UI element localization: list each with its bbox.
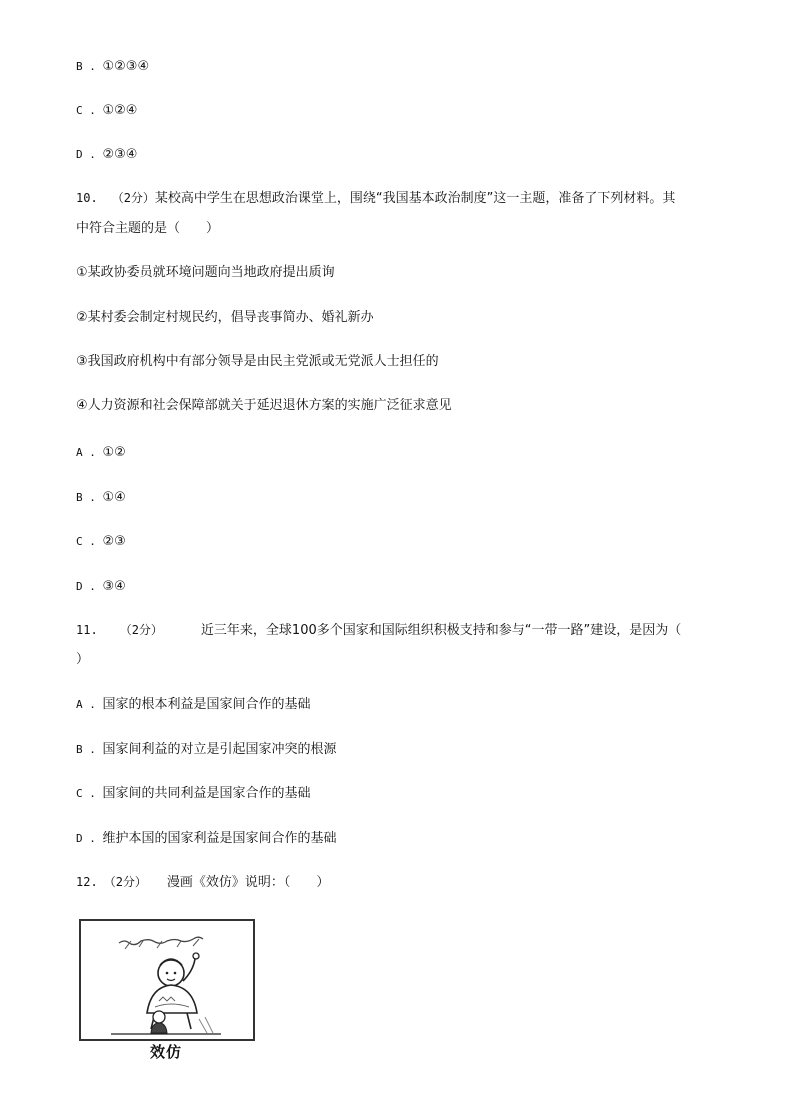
cartoon-drawing bbox=[81, 921, 253, 1039]
q10-item-3: ③我国政府机构中有部分领导是由民主党派或无党派人士担任的 bbox=[76, 354, 439, 369]
q9-option-d: D . ②③④ bbox=[76, 147, 138, 162]
option-letter: B bbox=[76, 60, 83, 73]
option-text: ①④ bbox=[102, 490, 126, 505]
option-letter: A bbox=[76, 698, 83, 711]
q10-option-b: B . ①④ bbox=[76, 490, 126, 505]
q10-option-d: D . ③④ bbox=[76, 579, 126, 594]
q9-option-c: C . ①②④ bbox=[76, 103, 138, 118]
option-letter: B bbox=[76, 743, 83, 756]
q11-option-b: B . 国家间利益的对立是引起国家冲突的根源 bbox=[76, 742, 337, 757]
option-text: 国家间的共同利益是国家合作的基础 bbox=[102, 786, 311, 801]
cartoon-image bbox=[79, 919, 255, 1041]
q11-stem-line2: ） bbox=[76, 652, 90, 667]
q10-stem-line1 bbox=[76, 189, 675, 208]
question-stem: 漫画《效仿》说明：（ ） bbox=[166, 875, 330, 890]
option-text: 维护本国的国家利益是国家间合作的基础 bbox=[102, 831, 337, 846]
q11-option-d: D . 维护本国的国家利益是国家间合作的基础 bbox=[76, 831, 337, 846]
option-letter: C bbox=[76, 104, 83, 117]
question-stem: 近三年来，全球100多个国家和国际组织积极支持和参与“一带一路”建设，是因为（ bbox=[200, 623, 682, 638]
q9-option-b: B . ①②③④ bbox=[76, 59, 150, 74]
q11-stem-line1 bbox=[76, 621, 681, 640]
q10-item-4: ④人力资源和社会保障部就关于延迟退休方案的实施广泛征求意见 bbox=[76, 398, 452, 413]
option-text: ②③④ bbox=[102, 147, 138, 162]
q10-stem-line2: 中符合主题的是（ ） bbox=[76, 221, 220, 236]
cartoon-caption: 效仿 bbox=[150, 1043, 183, 1061]
option-letter: A bbox=[76, 446, 83, 459]
question-stem: 某校高中学生在思想政治课堂上，围绕“我国基本政治制度”这一主题，准备了下列材料。其 bbox=[154, 191, 676, 206]
question-score: （2分） bbox=[111, 191, 155, 205]
q10-option-c: C . ②③ bbox=[76, 534, 126, 549]
q11-option-a: A . 国家的根本利益是国家间合作的基础 bbox=[76, 697, 311, 712]
option-letter: B bbox=[76, 491, 83, 504]
option-text: 国家的根本利益是国家间合作的基础 bbox=[102, 697, 311, 712]
option-letter: C bbox=[76, 535, 83, 548]
question-number: 10. bbox=[76, 191, 98, 205]
question-score: （2分） bbox=[103, 875, 147, 889]
option-letter: D bbox=[76, 580, 83, 593]
q10-item-1: ①某政协委员就环境问题向当地政府提出质询 bbox=[76, 265, 335, 280]
q10-option-a: A . ①② bbox=[76, 445, 126, 460]
option-letter: D bbox=[76, 148, 83, 161]
q11-option-c: C . 国家间的共同利益是国家合作的基础 bbox=[76, 786, 311, 801]
question-score: （2分） bbox=[119, 623, 163, 637]
option-text: 国家间利益的对立是引起国家冲突的根源 bbox=[102, 742, 337, 757]
option-text: ①② bbox=[102, 445, 126, 460]
question-number: 11. bbox=[76, 623, 98, 637]
q10-item-2: ②某村委会制定村规民约，倡导丧事简办、婚礼新办 bbox=[76, 310, 374, 325]
option-text: ①②④ bbox=[102, 103, 138, 118]
option-letter: C bbox=[76, 787, 83, 800]
option-text: ②③ bbox=[102, 534, 126, 549]
option-letter: D bbox=[76, 832, 83, 845]
option-text: ①②③④ bbox=[102, 59, 150, 74]
q12-stem bbox=[76, 873, 329, 892]
question-number: 12. bbox=[76, 875, 98, 889]
option-text: ③④ bbox=[102, 579, 126, 594]
